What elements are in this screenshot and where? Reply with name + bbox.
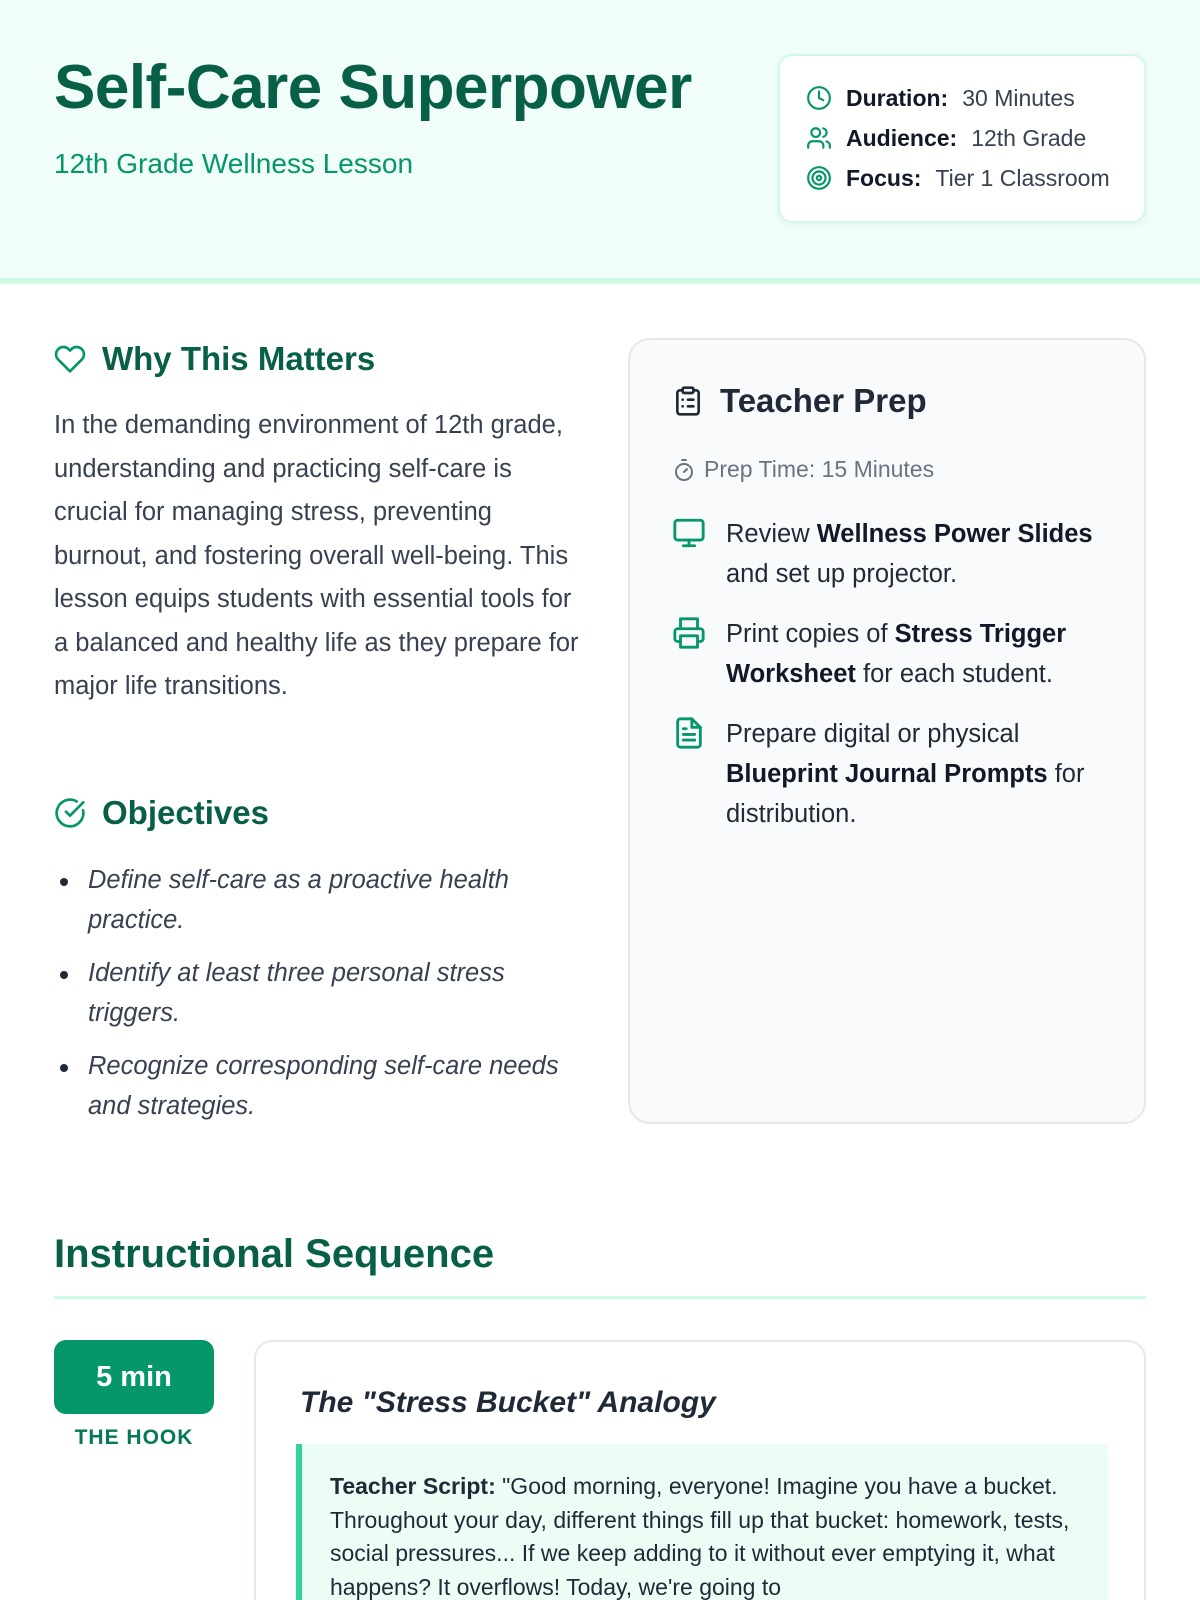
why-paragraph: In the demanding environment of 12th grade, understanding and practicing self-care is crucial for managing stress, preventing burnout, and fostering overall well-being. This lesson equips students with essential tools for a balanced and healthy life as they prepare for major life transitions. (54, 411, 579, 700)
meta-audience-value: 12th Grade (971, 124, 1087, 151)
users-icon (806, 125, 832, 151)
list-item: Recognize corresponding self-care needs and strategies. (54, 1046, 584, 1126)
teacher-prep-title-text: Teacher Prep (720, 382, 927, 419)
prep-item-text: Prepare digital or physical Blueprint Journal Prompts for distribution. (726, 720, 1085, 828)
divider (54, 1296, 1146, 1299)
meta-audience (806, 118, 1118, 158)
list-item: Identify at least three personal stress triggers. (54, 953, 584, 1033)
lesson-header (0, 0, 1200, 284)
prep-time (672, 456, 934, 483)
objectives-section-title (54, 794, 269, 832)
page-subtitle: 12th Grade Wellness Lesson (54, 148, 414, 179)
meta-duration-value: 30 Minutes (962, 84, 1075, 111)
target-icon (806, 165, 832, 191)
objectives-title-text: Objectives (102, 794, 269, 831)
script-text: "Good morning, everyone! Imagine you have a bucket. Throughout your day, different things fill up that bucket: homework, tests, social pressures... If we keep adding to it without ever emptying it, what happens? It overflows! Today, we're going to (330, 1473, 1070, 1600)
list-item (672, 614, 1112, 694)
timer-icon (672, 458, 696, 482)
teacher-prep-title (672, 382, 927, 420)
meta-audience-key: Audience: (846, 124, 958, 151)
clipboard-icon (672, 385, 704, 417)
step-duration-badge: 5 min (54, 1340, 214, 1414)
sequence-title: Instructional Sequence (54, 1232, 495, 1276)
objectives-list (54, 860, 584, 1139)
prep-list (672, 514, 1112, 854)
meta-duration-key: Duration: (846, 84, 949, 111)
monitor-icon (672, 516, 706, 550)
teacher-prep-card (628, 338, 1146, 1124)
printer-icon (672, 616, 706, 650)
meta-duration (806, 78, 1118, 118)
heart-icon (54, 343, 86, 375)
step-title: The "Stress Bucket" Analogy (300, 1386, 716, 1419)
check-circle-icon (54, 797, 86, 829)
page-title: Self-Care Superpower (54, 53, 692, 122)
prep-item-text: Review Wellness Power Slides and set up projector. (726, 520, 1093, 588)
why-section-title (54, 340, 375, 378)
list-item: Define self-care as a proactive health practice. (54, 860, 584, 940)
teacher-script-box (296, 1444, 1108, 1600)
step-card (254, 1340, 1146, 1600)
prep-item-text: Print copies of Stress Trigger Worksheet for each student. (726, 620, 1067, 688)
why-title-text: Why This Matters (102, 340, 376, 377)
document-icon (672, 716, 706, 750)
clock-icon (806, 85, 832, 111)
step-label: THE HOOK (74, 1426, 194, 1449)
list-item (672, 514, 1112, 594)
prep-time-text: Prep Time: 15 Minutes (704, 456, 935, 482)
meta-focus (806, 158, 1118, 198)
script-label: Teacher Script: (330, 1473, 496, 1499)
lesson-meta-card (778, 54, 1146, 223)
meta-focus-value: Tier 1 Classroom (935, 164, 1110, 191)
list-item (672, 714, 1112, 834)
meta-focus-key: Focus: (846, 164, 922, 191)
